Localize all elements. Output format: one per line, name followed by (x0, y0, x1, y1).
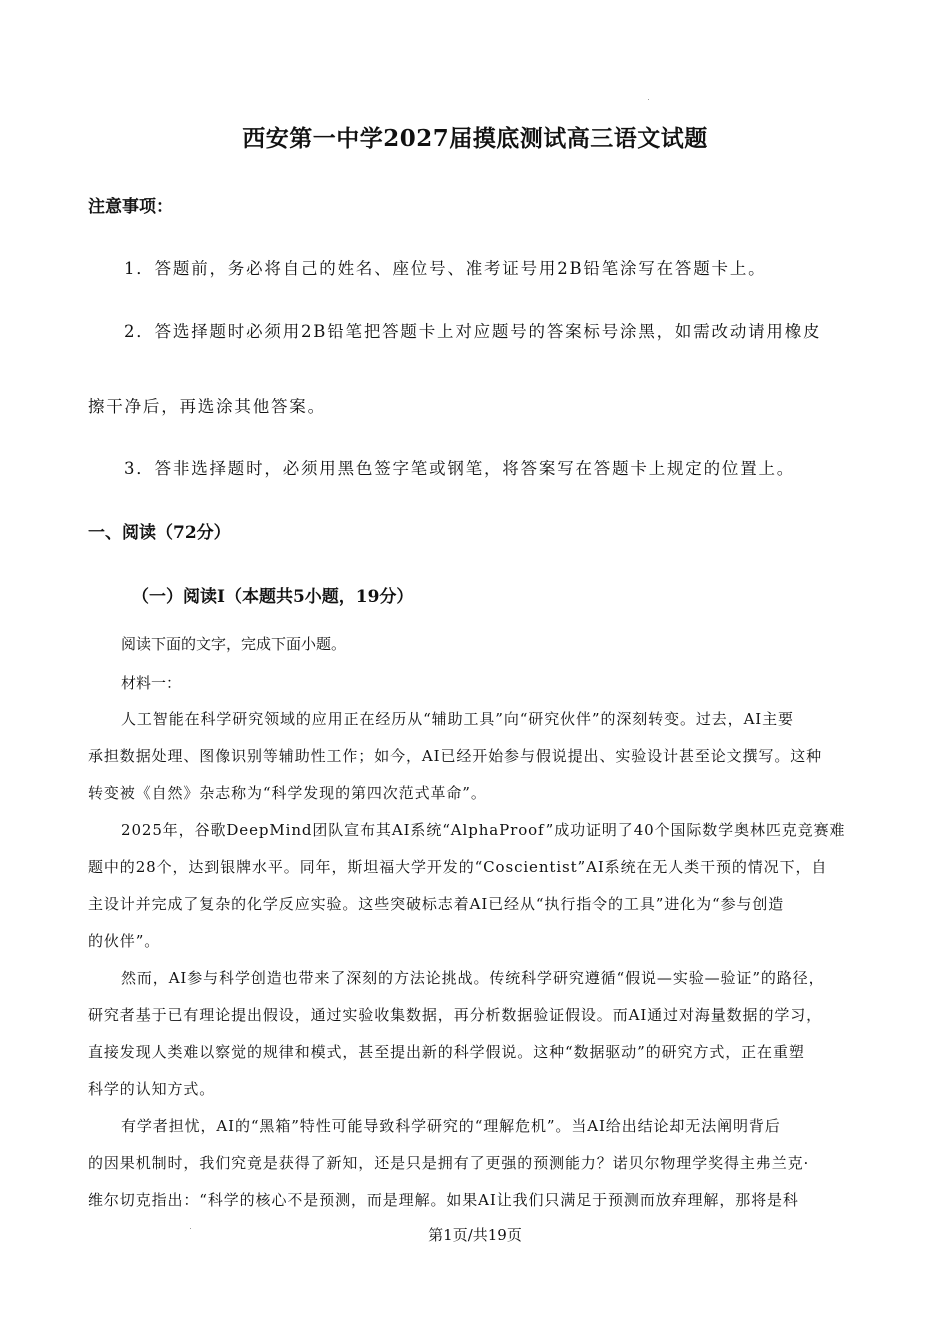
page-number-footer: 第1页/共19页 (428, 1226, 522, 1244)
passage-line: 题中的28个，达到银牌水平。同年，斯坦福大学开发的“Coscientist”AI系统在无人类干预的情况下，自 (88, 858, 828, 876)
passage-line: 主设计并完成了复杂的化学反应实验。这些突破标志着AI已经从“执行指令的工具”进化为“参与创造 (88, 895, 785, 913)
passage-line: 的伙伴”。 (88, 932, 161, 950)
sub-section-heading: （一）阅读Ⅰ（本题共5小题，19分） (132, 587, 414, 607)
notice-item-3: 3．答非选择题时，必须用黑色签字笔或钢笔，将答案写在答题卡上规定的位置上。 (124, 459, 796, 478)
passage-line: 维尔切克指出：“科学的核心不是预测，而是理解。如果AI让我们只满足于预测而放弃理解，那将是科 (88, 1191, 799, 1209)
notice-heading: 注意事项： (88, 197, 173, 217)
passage-line: 研究者基于已有理论提出假设，通过实验收集数据，再分析数据验证假设。而AI通过对海量数据的学习， (88, 1006, 823, 1024)
scan-speck (648, 99, 649, 100)
notice-item-2-line-1: 2．答选择题时必须用2B铅笔把答题卡上对应题号的答案标号涂黑，如需改动请用橡皮 (124, 322, 822, 341)
passage-line: 转变被《自然》杂志称为“科学发现的第四次范式革命”。 (88, 784, 487, 802)
passage-line: 人工智能在科学研究领域的应用正在经历从“辅助工具”向“研究伙伴”的深刻转变。过去，AI主要 (121, 710, 794, 728)
passage-line: 有学者担忧，AI的“黑箱”特性可能导致科学研究的“理解危机”。当AI给出结论却无法阐明背后 (121, 1117, 781, 1135)
passage-line: 承担数据处理、图像识别等辅助性工作；如今，AI已经开始参与假说提出、实验设计甚至论文撰写。这种 (88, 747, 823, 765)
passage-line: 的因果机制时，我们究竟是获得了新知，还是只是拥有了更强的预测能力？诺贝尔物理学奖得主弗兰克· (88, 1154, 810, 1172)
page-title: 西安第一中学2027届摸底测试高三语文试题 (242, 125, 708, 152)
reading-instruction: 阅读下面的文字，完成下面小题。 (121, 635, 347, 653)
section-heading: 一、阅读（72分） (88, 523, 231, 543)
passage-line: 直接发现人类难以察觉的规律和模式，甚至提出新的科学假说。这种“数据驱动”的研究方式，正在重塑 (88, 1043, 805, 1061)
passage-line: 然而，AI参与科学创造也带来了深刻的方法论挑战。传统科学研究遵循“假说—实验—验证”的路径， (121, 969, 825, 987)
material-label: 材料一： (121, 674, 182, 692)
notice-item-1: 1．答题前，务必将自己的姓名、座位号、准考证号用2B铅笔涂写在答题卡上。 (124, 259, 767, 278)
passage-line: 科学的认知方式。 (88, 1080, 216, 1098)
notice-item-2-line-2: 擦干净后，再选涂其他答案。 (88, 397, 326, 416)
passage-line: 2025年，谷歌DeepMind团队宣布其AI系统“AlphaProof”成功证明了40个国际数学奥林匹克竞赛难 (121, 821, 846, 839)
